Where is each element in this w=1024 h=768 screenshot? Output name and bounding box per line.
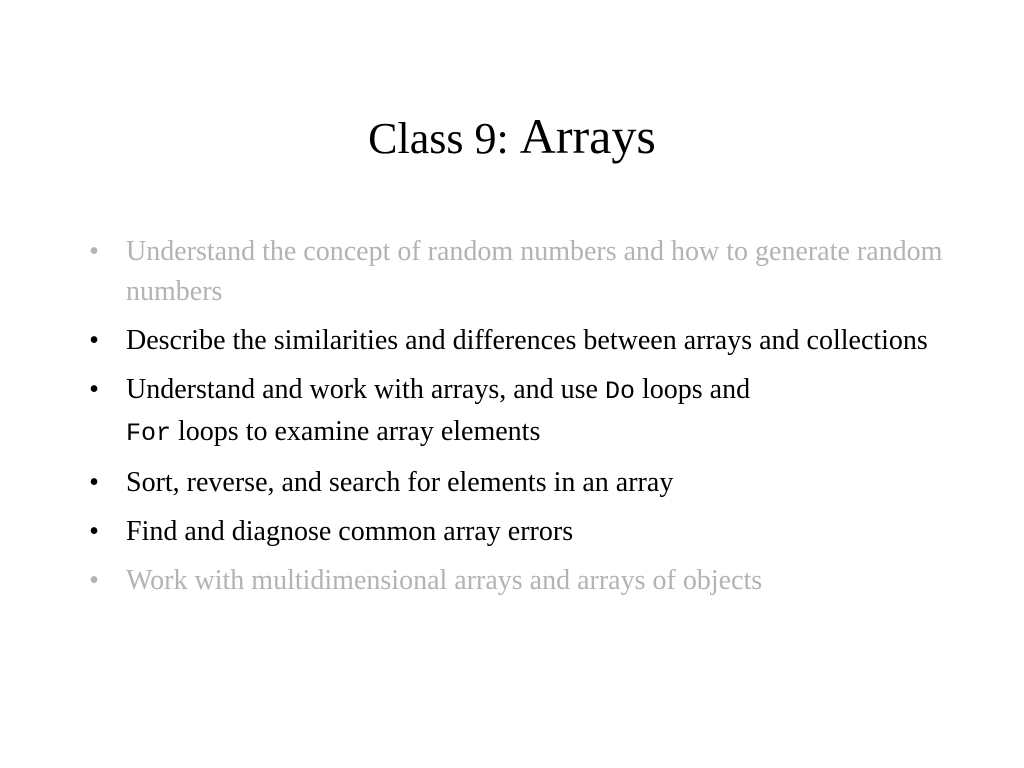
bullet-item bbox=[84, 232, 944, 312]
bullet-icon: • bbox=[89, 236, 99, 267]
bullet-text-part: loops and bbox=[635, 374, 751, 405]
bullet-list bbox=[84, 232, 944, 610]
bullet-item bbox=[84, 561, 944, 601]
bullet-text: Describe the similarities and differences between arrays and collections bbox=[126, 325, 928, 356]
bullet-text: Work with multidimensional arrays and arrays of objects bbox=[126, 565, 763, 596]
bullet-icon: • bbox=[89, 565, 99, 596]
bullet-text: Understand the concept of random numbers and how to generate random numbers bbox=[126, 236, 943, 307]
title-prefix: Class 9: bbox=[368, 114, 520, 163]
code-keyword-do: Do bbox=[604, 377, 635, 406]
bullet-icon: • bbox=[89, 374, 99, 405]
bullet-text-part: loops to examine array elements bbox=[171, 416, 541, 447]
bullet-item bbox=[84, 370, 944, 454]
bullet-icon: • bbox=[89, 516, 99, 547]
bullet-text-part: Understand and work with arrays, and use bbox=[126, 374, 605, 405]
bullet-item bbox=[84, 463, 944, 503]
bullet-item bbox=[84, 321, 944, 361]
title-main: Arrays bbox=[519, 108, 656, 164]
bullet-item bbox=[84, 512, 944, 552]
code-keyword-for: For bbox=[126, 419, 172, 448]
bullet-icon: • bbox=[89, 467, 99, 498]
slide-title bbox=[0, 106, 1024, 169]
bullet-text: Find and diagnose common array errors bbox=[126, 516, 574, 547]
bullet-icon: • bbox=[89, 325, 99, 356]
bullet-text: Sort, reverse, and search for elements in an array bbox=[126, 467, 674, 498]
